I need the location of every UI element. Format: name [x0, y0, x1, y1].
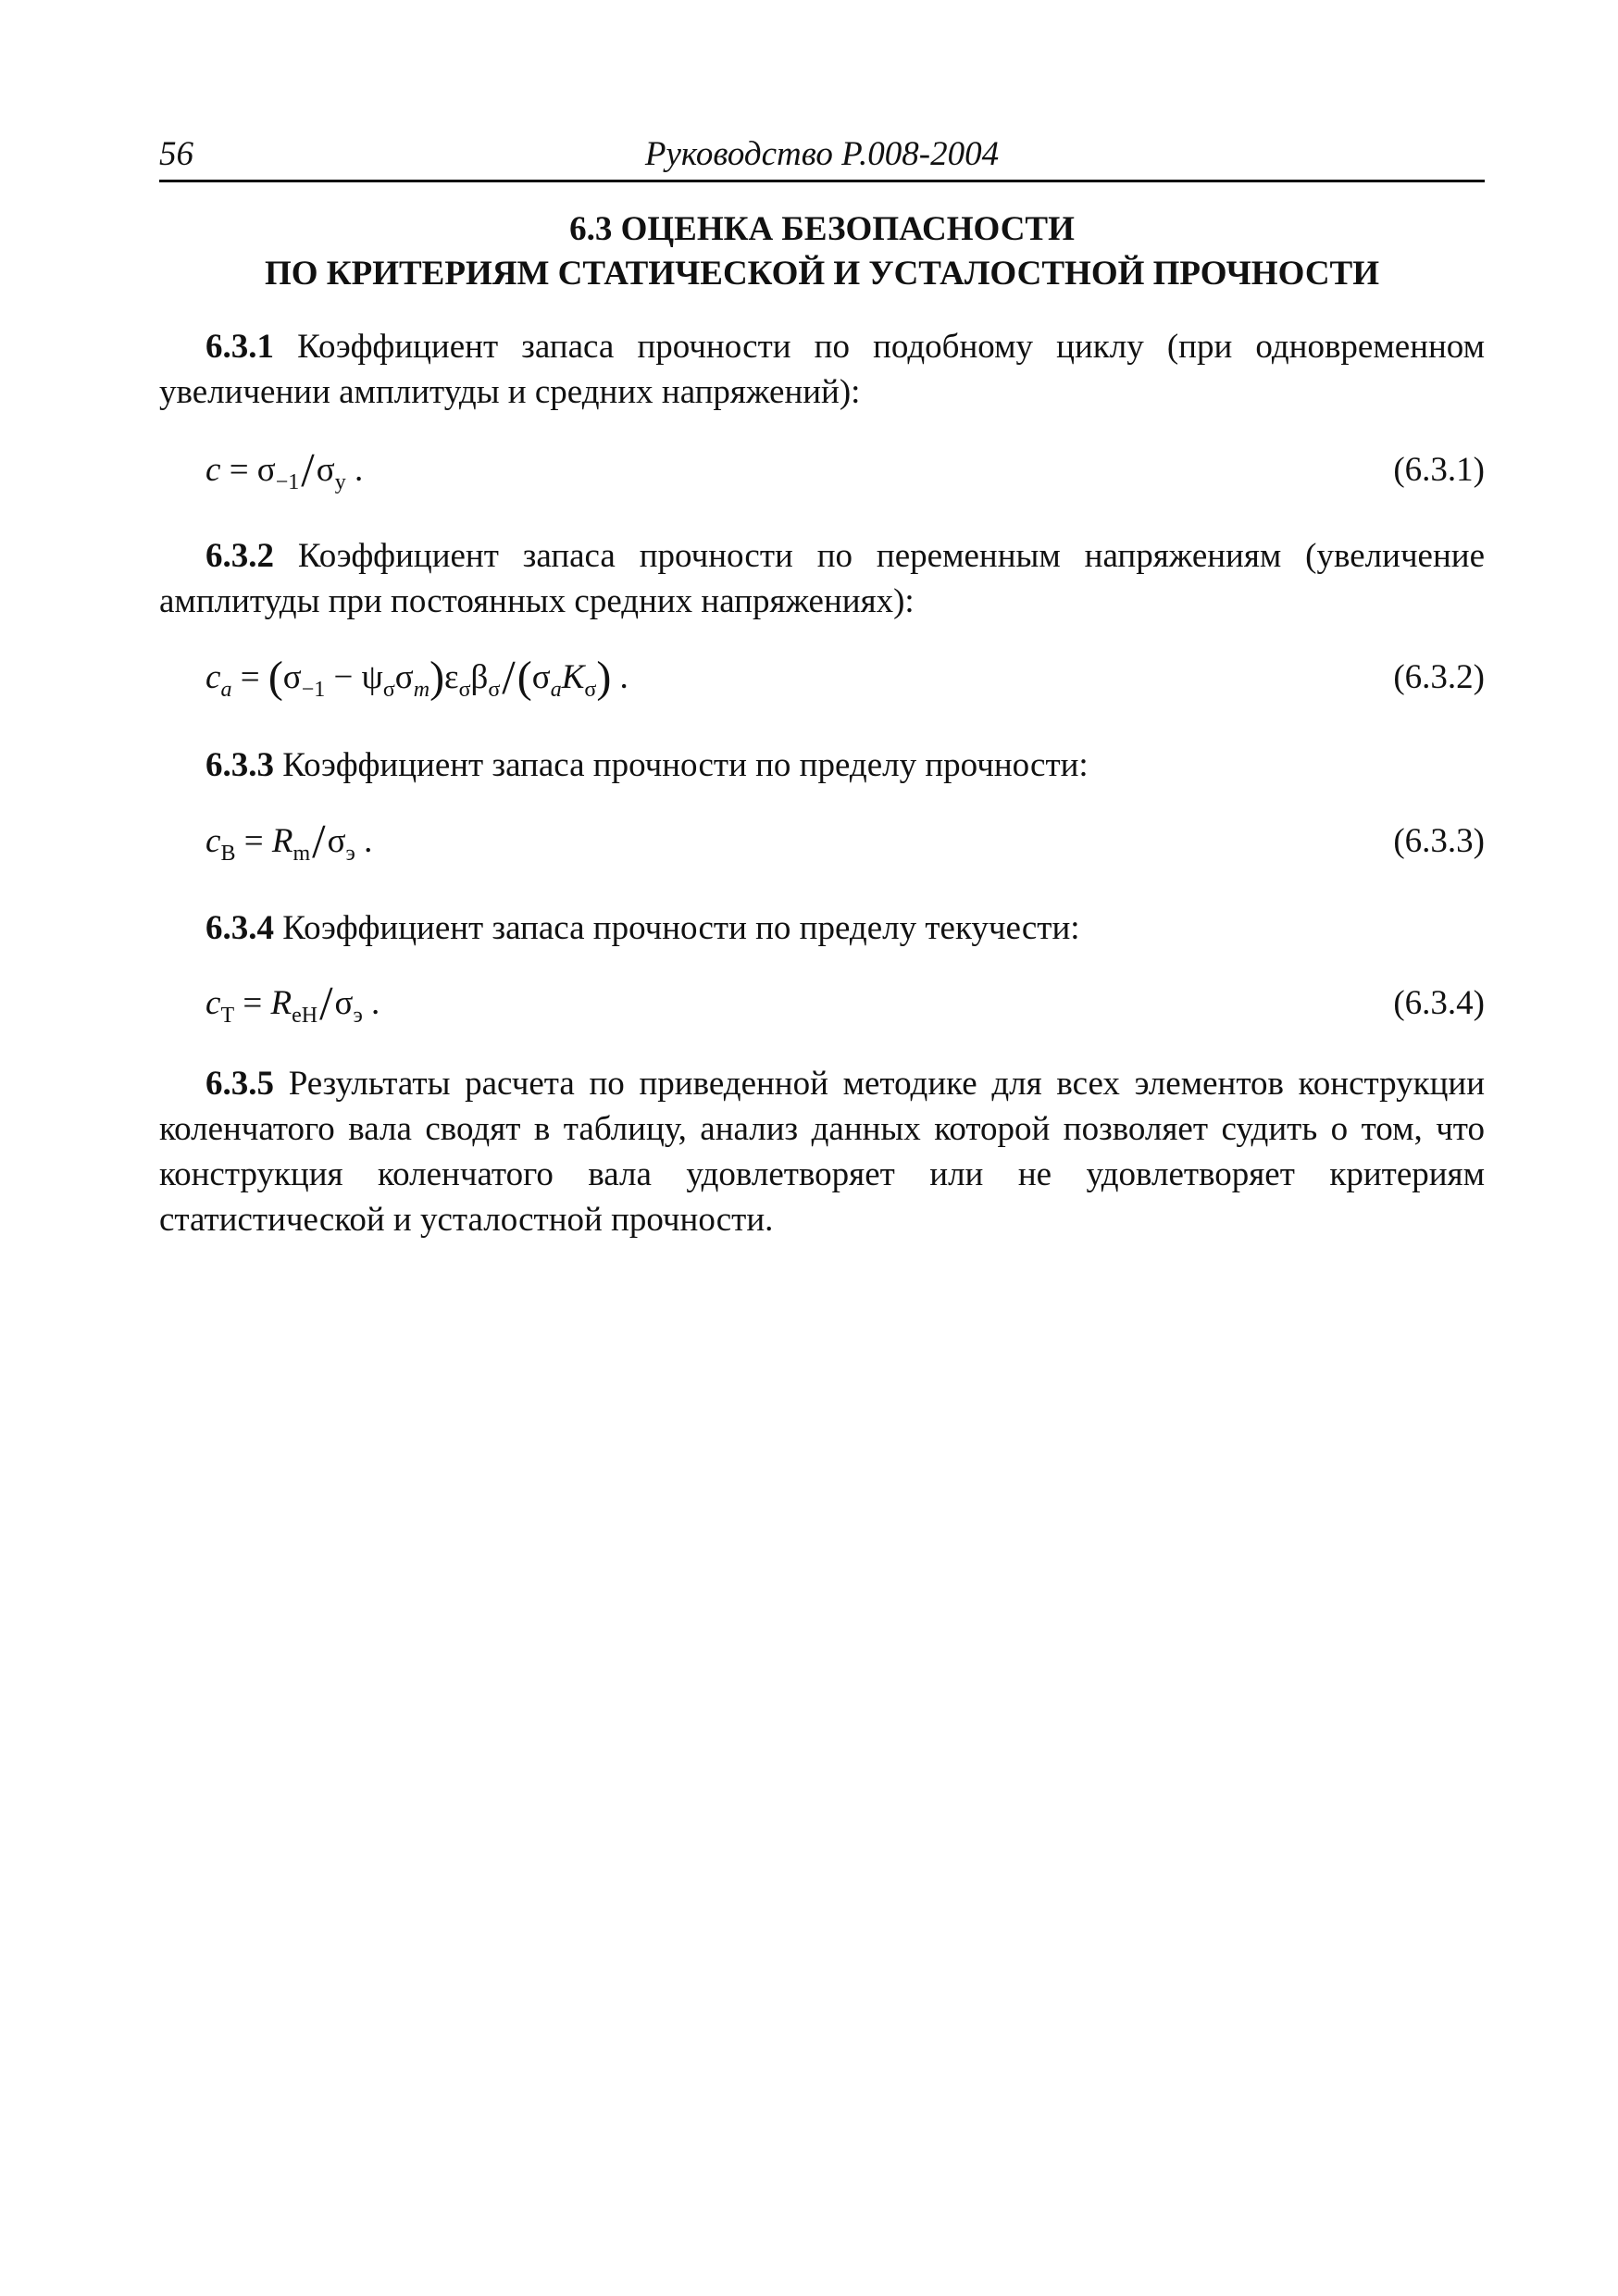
clause-text: Коэффициент запаса прочности по пределу прочности:: [282, 746, 1089, 784]
clause-number: 6.3.3: [205, 746, 274, 784]
section-title-line-2: ПО КРИТЕРИЯМ СТАТИЧЕСКОЙ И УСТАЛОСТНОЙ ПРОЧНОСТИ: [264, 255, 1380, 293]
paragraph-6-3-3: [159, 742, 1485, 788]
section-title: [159, 207, 1485, 296]
formula: $c_a = (\sigma_{-1} - \psi_\sigma\sigma_m)\varepsilon_\sigma\beta_\sigma/(\sigma_aK_\sigma)$ .: [205, 652, 629, 705]
clause-text: Коэффициент запаса прочности по подобному циклу (при одновременном увеличении амплитуды и средних напряжений):: [159, 328, 1485, 411]
equation-number: (6.3.4): [1393, 984, 1485, 1022]
equation-6-3-4: [159, 978, 1485, 1039]
equation-6-3-3: [159, 816, 1485, 877]
formula: $c = \sigma_{-1}/\sigma_у$ .: [205, 444, 364, 497]
section-title-line-1: 6.3 ОЦЕНКА БЕЗОПАСНОСТИ: [569, 210, 1075, 248]
clause-number: 6.3.2: [205, 537, 274, 575]
equation-6-3-2: [159, 652, 1485, 713]
clause-number: 6.3.5: [205, 1065, 274, 1103]
equation-6-3-1: [159, 444, 1485, 505]
equation-number: (6.3.3): [1393, 822, 1485, 860]
paragraph-6-3-5: [159, 1061, 1485, 1242]
clause-number: 6.3.1: [205, 328, 274, 366]
clause-text: Коэффициент запаса прочности по пределу текучести:: [282, 909, 1080, 947]
running-header: [159, 128, 1485, 182]
formula: $c_Т = R_{eН}/\sigma_э$ .: [205, 978, 380, 1030]
clause-text: Результаты расчета по приведенной методике для всех элементов конструкции коленчатого вала сводят в таблицу, анализ данных которой позволяет судить о том, что конструкция коленчатого вала удовлетворяет или не удовлетворяет критериям статистической и усталостной прочности.: [159, 1065, 1485, 1239]
equation-number: (6.3.2): [1393, 658, 1485, 696]
clause-text: Коэффициент запаса прочности по переменным напряжениям (увеличение амплитуды при постоянных средних напряжениях):: [159, 537, 1485, 620]
equation-number: (6.3.1): [1393, 451, 1485, 489]
formula: $c_В = R_m/\sigma_э$ .: [205, 816, 373, 868]
paragraph-6-3-4: [159, 905, 1485, 951]
clause-number: 6.3.4: [205, 909, 274, 947]
paragraph-6-3-1: [159, 324, 1485, 415]
page-number: 56: [159, 135, 193, 173]
document-title: Руководство Р.008-2004: [644, 135, 1000, 173]
paragraph-6-3-2: [159, 533, 1485, 624]
